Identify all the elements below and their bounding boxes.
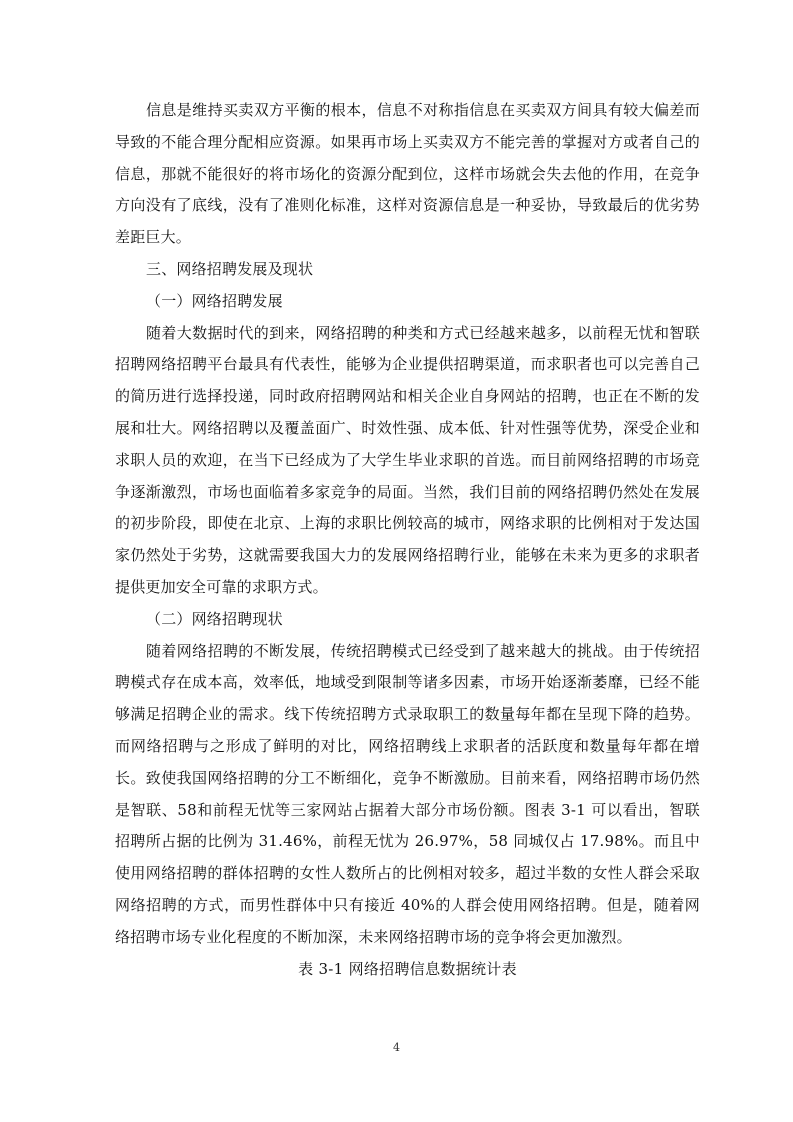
section-heading: 三、网络招聘发展及现状 bbox=[146, 259, 314, 278]
paragraph-status: 随着网络招聘的不断发展，传统招聘模式已经受到了越来越大的挑战。由于传统招聘模式存在成本高，效率低，地域受到限制等诸多因素，市场开始逐渐萎靡，已经不能够满足招聘企业的需求。线下传统招聘方式录取职工的数量每年都在呈现下降的趋势。而网络招聘与之形成了鲜明的对比，网络招聘线上求职者的活跃度和数量每年都在增长。致使我国网络招聘的分工不断细化，竞争不断激励。目前来看，网络招聘市场仍然是智联、58和前程无忧等三家网站占据着大部分市场份额。图表 3-1 可以看出，智联招聘所占据的比例为 31.46%，前程无忧为 26.97%，58 同城仅占 17.98%。而且中使用网络招聘的群体招聘的女性人数所占的比例相对较多，超过半数的女性人群会采取网络招聘的方式，而男性群体中只有接近 40%的人群会使用网络招聘。但是，随着网络招聘市场专业化程度的不断加深，未来网络招聘市场的竞争将会更加激烈。 bbox=[115, 641, 700, 946]
paragraph-information-asymmetry: 信息是维持买卖双方平衡的根本，信息不对称指信息在买卖双方间具有较大偏差而导致的不能合理分配相应资源。如果再市场上买卖双方不能完善的掌握对方或者自己的信息，那就不能很好的将市场化的资源分配到位，这样市场就会失去他的作用，在竞争方向没有了底线，没有了准则化标准，这样对资源信息是一种妥协，导致最后的优劣势差距巨大。 bbox=[115, 101, 700, 247]
paragraph-development: 随着大数据时代的到来，网络招聘的种类和方式已经越来越多，以前程无忧和智联招聘网络招聘平台最具有代表性，能够为企业提供招聘渠道，而求职者也可以完善自己的简历进行选择投递，同时政府招聘网站和相关企业自身网站的招聘，也正在不断的发展和壮大。网络招聘以及覆盖面广、时效性强、成本低、针对性强等优势，深受企业和求职人员的欢迎，在当下已经成为了大学生毕业求职的首选。而目前网络招聘的市场竞争逐渐激烈，市场也面临着多家竞争的局面。当然，我们目前的网络招聘仍然处在发展的初步阶段，即使在北京、上海的求职比例较高的城市，网络求职的比例相对于发达国家仍然处于劣势，这就需要我国大力的发展网络招聘行业，能够在未来为更多的求职者提供更加安全可靠的求职方式。 bbox=[115, 323, 700, 596]
subsection-heading-status: （二）网络招聘现状 bbox=[146, 609, 283, 628]
table-caption: 表 3-1 网络招聘信息数据统计表 bbox=[298, 959, 517, 978]
subsection-heading-development: （一）网络招聘发展 bbox=[146, 291, 283, 310]
page-body bbox=[115, 95, 700, 985]
page-number: 4 bbox=[393, 1041, 400, 1054]
